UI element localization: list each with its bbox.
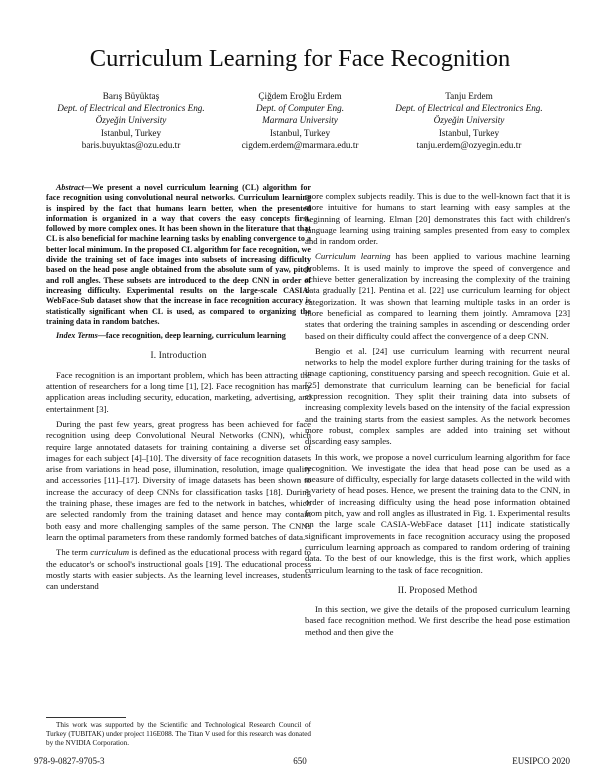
text-run: is defined as the educational process with regard to the educator's or school's instructional goals [19]. The educational process mostly starts with easier subjects. As the learning level increases, students can understand: [46, 547, 312, 592]
paragraph: In this work, we propose a novel curriculum learning algorithm for face recognition. We investigate the idea that head pose can be used as a measure of difficulty, especially for large datasets collected in the wild with a variety of head poses. Hence, we present the training data to the CNN, in order of increasing difficulty using the head pose information obtained from pitch, yaw and roll angles as illustrated in Fig. 1. Experimental results on the large scale CASIA-WebFace dataset [11] indicate statistically significant improvements in face recognition accuracy using the proposed curriculum learning approach as compared to random ordering of training data. To the best of our knowledge, this is the first work, which applies curriculum learning to the task of face recognition.: [305, 451, 570, 575]
author-email: cigdem.erdem@marmara.edu.tr: [241, 139, 359, 150]
paragraph: [305, 251, 570, 341]
author-block-3: [374, 90, 564, 151]
left-column: [46, 183, 311, 596]
index-terms-lead: Index Terms: [56, 331, 98, 341]
author-name: Tanju Erdem: [445, 91, 493, 101]
author-dept: Dept. of Computer Eng.: [255, 103, 345, 114]
paragraph: Face recognition is an important problem, which has been attracting the attention of researchers for a long time [1], [2]. Face recognition has many application areas including security, education, marketing, advertising, and entertainment [3].: [46, 369, 311, 414]
author-dept: Dept. of Electrical and Electronics Eng.: [395, 103, 543, 114]
index-terms-text: —face recognition, deep learning, curriculum learning: [97, 331, 286, 341]
paragraph: During the past few years, great progress has been achieved for face recognition using deep Convolutional Neural Networks (CNN), which require large annotated datasets for training containing a diverse set of images for each subject [4]–[10]. The diversity of face recognition datasets arise from variations in head pose, illumination, resolution, image quality and accessories [11]–[17]. Diversity of image datasets has been shown to increase the accuracy of deep CNNs for classification tasks [18]. During the training phase, these images are fed to the network in batches, which are selected randomly from the training dataset and hence may contain both easy and more challenging samples of the same person. The CNNs learn the optimal parameters from these randomly formed batches of data.: [46, 418, 311, 542]
paragraph: In this section, we give the details of the proposed curriculum learning based face recognition method. We first describe the head pose estimation method and then give the: [305, 604, 570, 637]
author-block-1: [36, 90, 226, 151]
paragraph: Bengio et al. [24] use curriculum learning with recurrent neural networks to help the model explore further during training for the tasks of image captioning, constituency parsing and speech recognition. Guie et al. [25] demonstrate that curriculum learning can be beneficial for facial expression recognition. They split their training data into subsets of increasing complexity levels based on the intensity of the facial expression and the training starts from the easiest samples. As the network becomes more robust, complex samples are added into training set without discarding easy samples.: [305, 345, 570, 447]
author-city: Istanbul, Turkey: [269, 127, 331, 138]
author-email: tanju.erdem@ozyegin.edu.tr: [416, 139, 522, 150]
paper-title: Curriculum Learning for Face Recognition: [89, 45, 511, 72]
abstract: [46, 183, 311, 327]
footer-venue: EUSIPCO 2020: [512, 756, 570, 766]
author-university: Marmara University: [262, 115, 338, 126]
author-university: Özyeğin University: [95, 115, 167, 126]
footnote-rule: [46, 717, 126, 718]
author-university: Özyeğin University: [433, 115, 505, 126]
right-column: [305, 191, 570, 642]
author-city: Istanbul, Turkey: [438, 127, 500, 138]
abstract-lead: Abstract: [56, 183, 84, 192]
paragraph: [46, 547, 311, 592]
text-run: has been applied to various machine learning problems. It is used mainly to improve the speed of convergence and achieve better generalization by increasing the complexity of the training data gradually [21]. Pentina et al. [22] use curriculum learning for object categorization. It was shown that learning multiple tasks in an order is more beneficial as compared to learning them jointly. Amramova [23] states that ordering the training samples in ascending or descending order based on their difficulty could affect the convergence of a deep CNN.: [305, 251, 570, 341]
author-block-2: [205, 90, 395, 151]
footer-isbn: 978-9-0827-9705-3: [34, 756, 105, 766]
author-email: baris.buyuktas@ozu.edu.tr: [81, 139, 181, 150]
author-dept: Dept. of Electrical and Electronics Eng.: [57, 103, 205, 114]
abstract-text: —We present a novel curriculum learning (CL) algorithm for face recognition using convolutional neural networks. Curriculum learning is inspired by the fact that humans learn better, when the presented information is organized in a way that covers the easy concepts first, followed by more complex ones. It has been shown in the literature that that CL is also beneficial for machine learning tasks by enabling convergence to a better local minimum. In the proposed CL algorithm for face recognition, we divide the training set of face images into subsets of increasing difficulty based on the head pose angle obtained from the absolute sum of yaw, pitch and roll angles. These subsets are introduced to the deep CNN in order of increasing difficulty. Experimental results on the large-scale CASIA-WebFace-Sub dataset show that the increase in face recognition accuracy is statistically significant when CL is used, as compared to organizing the training data in random batches.: [46, 183, 311, 326]
index-terms: [46, 331, 311, 341]
author-name: Çiğdem Eroğlu Erdem: [258, 91, 342, 101]
emphasis: Curriculum learning: [315, 251, 391, 262]
paragraph: more complex subjects readily. This is due to the well-known fact that it is more intuitive for humans to start learning with easy samples at the beginning of learning. Elman [20] demonstrates this fact with children's language learning using training samples presented from easy to complex and in random order.: [305, 191, 570, 247]
section-heading-proposed-method: II. Proposed Method: [397, 584, 478, 595]
footnote: This work was supported by the Scientific and Technological Research Council of Turkey (TUBITAK) under project 116E088. The Titan V used for this research was donated by the NVIDIA Corporation.: [46, 721, 311, 748]
footer-page-number: 650: [293, 756, 307, 766]
emphasis: curriculum: [90, 547, 130, 558]
text-run: The term: [56, 547, 91, 558]
section-heading-introduction: I. Introduction: [150, 350, 207, 361]
author-city: Istanbul, Turkey: [100, 127, 162, 138]
author-name: Barış Büyüktaş: [102, 91, 160, 101]
